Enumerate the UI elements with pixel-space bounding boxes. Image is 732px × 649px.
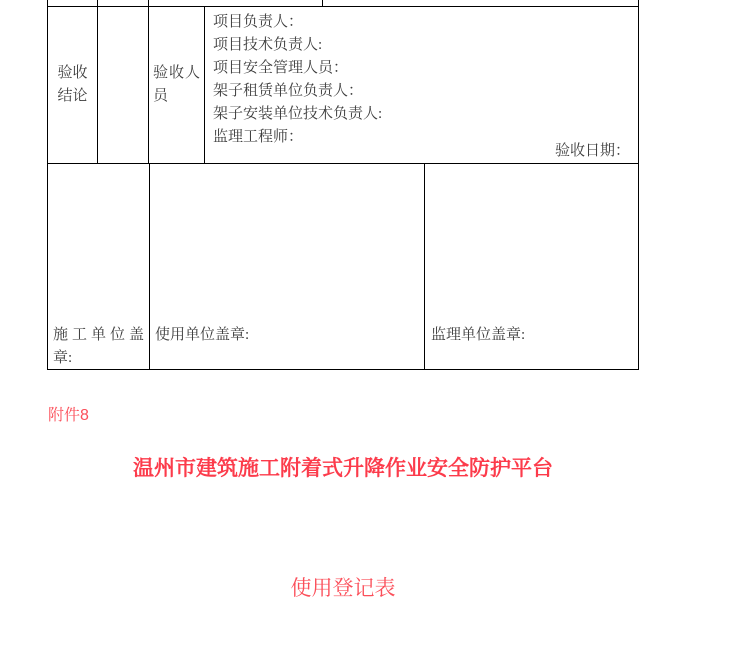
acceptance-personnel-label: 验收人员 [153,65,200,104]
construction-unit-seal-label: 施工单位盖章: [48,164,150,369]
personnel-line-scaffold-install-tech-leader: 架子安装单位技术负责人: [213,106,383,122]
personnel-line-safety-manager: 项目安全管理人员： [213,60,349,76]
personnel-line-project-leader: 项目负责人： [213,14,304,30]
cutoff-row-top [47,0,639,6]
acceptance-personnel-cell [149,7,205,163]
doc-sub-title: 使用登记表 [290,577,396,600]
grid-line [148,0,149,6]
using-unit-seal-label: 使用单位盖章: [150,164,425,369]
grid-line [47,0,48,6]
acceptance-conclusion-label: 验收结论 [48,7,98,163]
acceptance-date-label: 验收日期： [554,143,630,159]
acceptance-row [47,6,639,163]
grid-line [322,0,323,6]
personnel-line-supervising-engineer: 监理工程师： [213,129,304,145]
attachment-label: 附件8 [48,407,89,424]
grid-line [97,0,98,6]
personnel-line-technical-leader: 项目技术负责人: [213,37,323,53]
grid-line [638,0,639,6]
doc-main-title: 温州市建筑施工附着式升降作业安全防护平台 [133,457,553,480]
seal-row [47,163,639,370]
acceptance-conclusion-value [98,7,149,163]
acceptance-personnel-list [205,7,639,163]
personnel-line-scaffold-rental-leader: 架子租赁单位负责人： [213,83,364,99]
acceptance-table [47,0,639,370]
supervision-unit-seal-label: 监理单位盖章: [425,164,639,369]
